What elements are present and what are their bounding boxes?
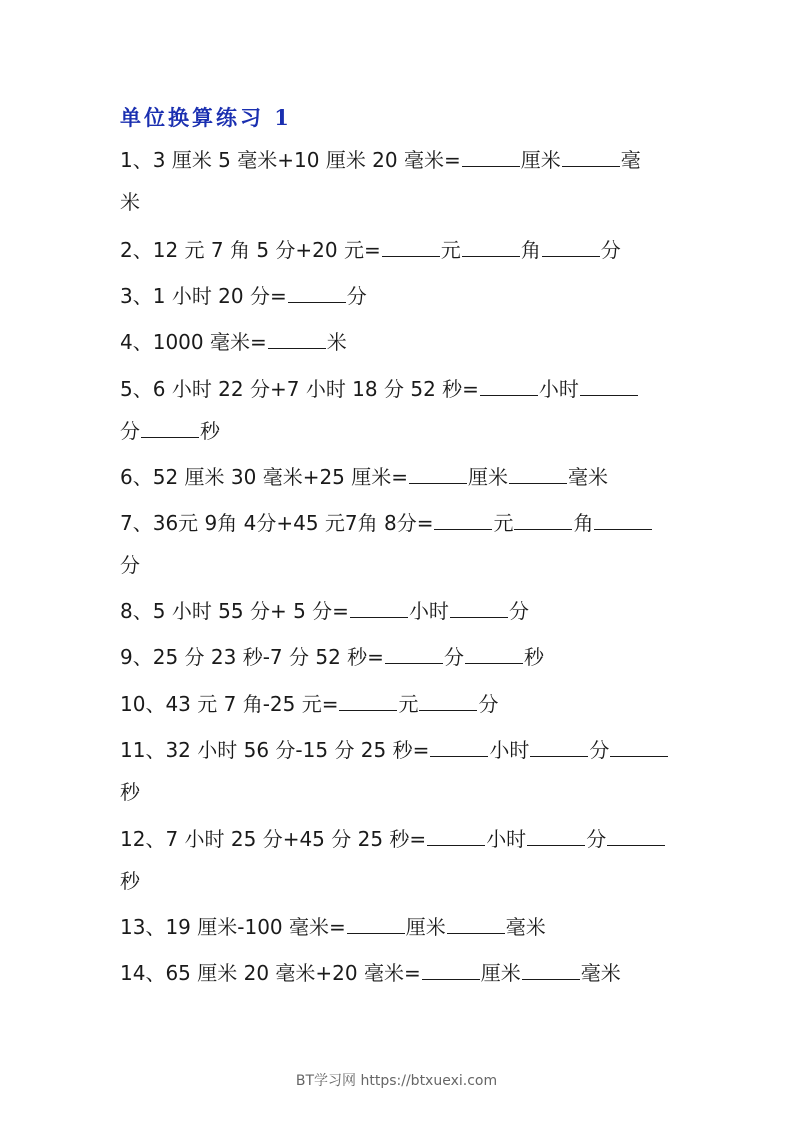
- answer-blank[interactable]: [430, 736, 488, 757]
- problem-line: [120, 328, 347, 356]
- answer-blank[interactable]: [465, 643, 523, 664]
- problem-text: 19 厘米-100 毫米=: [165, 915, 346, 939]
- answer-blank[interactable]: [530, 736, 588, 757]
- problem-text: 43 元 7 角-25 元=: [165, 692, 339, 716]
- problem-text: 12 元 7 角 5 分+20 元=: [152, 238, 381, 262]
- problem-number: 5、: [120, 377, 153, 401]
- problem-text: 1000 毫米=: [152, 330, 267, 354]
- problem-text: 分: [508, 599, 529, 623]
- problem-number: 12、: [120, 827, 166, 851]
- problem-text: 分: [120, 419, 140, 443]
- problem-text: 小时: [538, 377, 579, 401]
- answer-blank[interactable]: [562, 146, 620, 167]
- problem-number: 2、: [120, 238, 153, 262]
- answer-blank[interactable]: [509, 463, 567, 484]
- answer-blank[interactable]: [594, 509, 652, 530]
- problem-text: 分: [346, 284, 367, 308]
- problem-text: 厘米: [468, 465, 509, 489]
- answer-blank[interactable]: [607, 825, 665, 846]
- problem-line: [120, 282, 367, 310]
- problem-text: 角: [573, 511, 594, 535]
- problem-text: 厘米: [480, 961, 521, 985]
- problem-number: 14、: [120, 961, 166, 985]
- problem-line: [120, 778, 140, 806]
- problem-text: 毫米: [505, 915, 546, 939]
- problem-line: [120, 597, 529, 625]
- problem-number: 13、: [120, 915, 166, 939]
- problem-text: 分: [120, 553, 140, 577]
- problem-line: [120, 736, 669, 764]
- answer-blank[interactable]: [542, 236, 600, 257]
- problem-text: 5 小时 55 分+ 5 分=: [152, 599, 349, 623]
- answer-blank[interactable]: [434, 509, 492, 530]
- answer-blank[interactable]: [422, 959, 480, 980]
- problem-line: [120, 146, 641, 174]
- problem-number: 6、: [120, 465, 153, 489]
- answer-blank[interactable]: [450, 597, 508, 618]
- answer-blank[interactable]: [610, 736, 668, 757]
- answer-blank[interactable]: [580, 375, 638, 396]
- answer-blank[interactable]: [427, 825, 485, 846]
- answer-blank[interactable]: [288, 282, 346, 303]
- answer-blank[interactable]: [409, 463, 467, 484]
- problem-text: 1 小时 20 分=: [152, 284, 287, 308]
- problem-line: [120, 551, 140, 579]
- problem-text: 分: [589, 738, 610, 762]
- problem-text: 3 厘米 5 毫米+10 厘米 20 毫米=: [152, 148, 461, 172]
- answer-blank[interactable]: [339, 690, 397, 711]
- problem-line: [120, 236, 621, 264]
- problem-line: [120, 825, 666, 853]
- problem-text: 角: [520, 238, 541, 262]
- problem-line: [120, 643, 544, 671]
- problem-line: [120, 690, 498, 718]
- problem-text: 分: [478, 692, 499, 716]
- problem-text: 分: [600, 238, 621, 262]
- problem-text: 52 厘米 30 毫米+25 厘米=: [152, 465, 409, 489]
- problem-line: [120, 188, 140, 216]
- answer-blank[interactable]: [268, 328, 326, 349]
- problem-text: 36元 9角 4分+45 元7角 8分=: [152, 511, 434, 535]
- problem-text: 元: [493, 511, 514, 535]
- problem-text: 6 小时 22 分+7 小时 18 分 52 秒=: [152, 377, 479, 401]
- problem-text: 7 小时 25 分+45 分 25 秒=: [165, 827, 427, 851]
- problem-text: 毫米: [580, 961, 621, 985]
- problem-text: 秒: [120, 869, 140, 893]
- problem-text: 元: [398, 692, 419, 716]
- problem-number: 1、: [120, 148, 153, 172]
- answer-blank[interactable]: [522, 959, 580, 980]
- problem-number: 8、: [120, 599, 153, 623]
- problem-text: 25 分 23 秒-7 分 52 秒=: [152, 645, 384, 669]
- problem-text: 小时: [408, 599, 449, 623]
- answer-blank[interactable]: [447, 913, 505, 934]
- problem-number: 7、: [120, 511, 153, 535]
- answer-blank[interactable]: [419, 690, 477, 711]
- answer-blank[interactable]: [514, 509, 572, 530]
- answer-blank[interactable]: [382, 236, 440, 257]
- problem-number: 9、: [120, 645, 153, 669]
- answer-blank[interactable]: [480, 375, 538, 396]
- problem-number: 11、: [120, 738, 166, 762]
- answer-blank[interactable]: [462, 236, 520, 257]
- problem-text: 毫: [620, 148, 641, 172]
- problem-text: 分: [586, 827, 607, 851]
- problem-number: 3、: [120, 284, 153, 308]
- problem-line: [120, 509, 653, 537]
- problem-text: 小时: [486, 827, 527, 851]
- problem-line: [120, 913, 546, 941]
- problem-line: [120, 375, 639, 403]
- problem-line: [120, 867, 140, 895]
- problem-number: 4、: [120, 330, 153, 354]
- problem-line: [120, 417, 220, 445]
- answer-blank[interactable]: [527, 825, 585, 846]
- problem-text: 分: [443, 645, 464, 669]
- problem-text: 65 厘米 20 毫米+20 毫米=: [165, 961, 421, 985]
- problem-text: 秒: [200, 419, 220, 443]
- answer-blank[interactable]: [462, 146, 520, 167]
- problem-text: 小时: [489, 738, 530, 762]
- answer-blank[interactable]: [385, 643, 443, 664]
- answer-blank[interactable]: [350, 597, 408, 618]
- problem-text: 32 小时 56 分-15 分 25 秒=: [165, 738, 430, 762]
- footer-watermark: BT学习网 https://btxuexi.com: [295, 1073, 498, 1089]
- problem-text: 毫米: [568, 465, 609, 489]
- problem-text: 秒: [523, 645, 544, 669]
- problem-text: 厘米: [520, 148, 561, 172]
- problem-line: [120, 463, 608, 491]
- answer-blank[interactable]: [141, 417, 199, 438]
- page-title: 单位换算练习 1: [120, 105, 292, 130]
- problem-line: [120, 959, 621, 987]
- problem-text: 米: [120, 190, 140, 214]
- problem-text: 厘米: [405, 915, 446, 939]
- problem-number: 10、: [120, 692, 166, 716]
- problem-text: 秒: [120, 780, 140, 804]
- problem-text: 米: [326, 330, 347, 354]
- answer-blank[interactable]: [347, 913, 405, 934]
- problem-text: 元: [440, 238, 461, 262]
